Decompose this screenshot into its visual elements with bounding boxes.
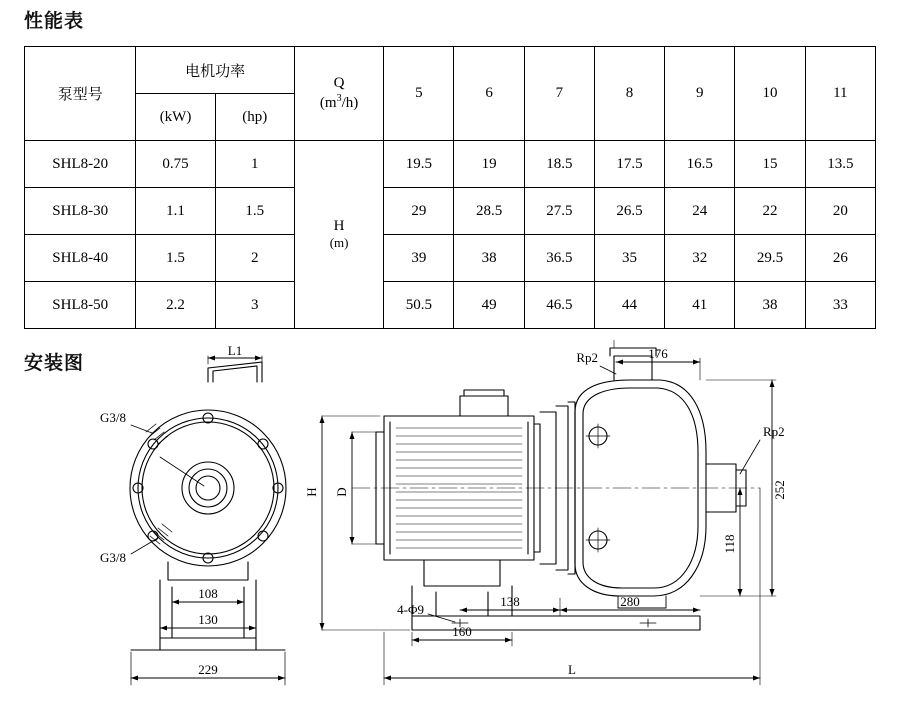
label-g38-top: G3/8 [100, 410, 126, 425]
header-flow-6: 11 [805, 47, 875, 141]
label-dim-h: H [304, 487, 319, 497]
cell-head: 24 [665, 188, 735, 235]
cell-model: SHL8-30 [25, 188, 136, 235]
label-dim-108: 108 [198, 586, 218, 601]
q-unit-pre: (m [319, 94, 337, 111]
installation-drawing [0, 340, 900, 721]
label-dim-138: 138 [500, 594, 520, 609]
cell-hp: 3 [215, 282, 294, 329]
cell-hp: 1.5 [215, 188, 294, 235]
table-row [25, 235, 876, 282]
cell-head: 44 [594, 282, 664, 329]
cell-head: 35 [594, 235, 664, 282]
cell-kw: 1.1 [136, 188, 215, 235]
label-holes: 4-Φ9 [397, 602, 424, 617]
label-dim-252: 252 [772, 480, 787, 500]
label-g38-bottom: G3/8 [100, 550, 126, 565]
header-flow-2: 7 [524, 47, 594, 141]
header-flow-1: 6 [454, 47, 524, 141]
cell-kw: 2.2 [136, 282, 215, 329]
header-flow-5: 10 [735, 47, 805, 141]
cell-head: 19.5 [384, 141, 454, 188]
header-h-unit: (m) [329, 234, 349, 250]
cell-head: 38 [735, 282, 805, 329]
page-title-installation: 安装图 [24, 353, 85, 374]
cell-head: 22 [735, 188, 805, 235]
performance-table [24, 46, 876, 329]
header-hp: (hp) [215, 94, 294, 141]
side-view-group [320, 340, 777, 685]
cell-head: 49 [454, 282, 524, 329]
cell-head: 41 [665, 282, 735, 329]
table-row [25, 141, 876, 188]
cell-model: SHL8-20 [25, 141, 136, 188]
cell-head: 26 [805, 235, 875, 282]
label-rp2-right: Rp2 [763, 424, 785, 439]
front-view-group [130, 356, 286, 686]
cell-model: SHL8-50 [25, 282, 136, 329]
table-row [25, 188, 876, 235]
cell-head: 19 [454, 141, 524, 188]
cell-head: 50.5 [384, 282, 454, 329]
q-unit-sup: 3 [336, 92, 342, 104]
cell-head: 27.5 [524, 188, 594, 235]
q-unit-post: /h) [341, 94, 359, 111]
label-dim-130: 130 [198, 612, 218, 627]
label-dim-160: 160 [452, 624, 472, 639]
label-dim-118: 118 [722, 534, 737, 554]
cell-hp: 1 [215, 141, 294, 188]
header-h-label: H [333, 218, 345, 235]
cell-head: 18.5 [524, 141, 594, 188]
page-title-performance: 性能表 [24, 11, 85, 32]
cell-head: 38 [454, 235, 524, 282]
cell-kw: 0.75 [136, 141, 215, 188]
header-flow-3: 8 [594, 47, 664, 141]
cell-head: 20 [805, 188, 875, 235]
cell-head: 32 [665, 235, 735, 282]
cell-kw: 1.5 [136, 235, 215, 282]
cell-head: 26.5 [594, 188, 664, 235]
label-dim-l: L [568, 662, 576, 677]
header-q-unit [295, 93, 383, 112]
label-l1: L1 [227, 343, 243, 358]
performance-table-grid [24, 46, 876, 329]
header-motor-power: 电机功率 [136, 47, 295, 94]
label-dim-280: 280 [620, 594, 640, 609]
cell-head: 39 [384, 235, 454, 282]
table-header-row-1 [25, 47, 876, 94]
label-dim-176: 176 [648, 346, 668, 361]
label-dim-229: 229 [198, 662, 218, 677]
cell-head: 36.5 [524, 235, 594, 282]
header-head-unit [294, 141, 383, 329]
header-q-label: Q [333, 75, 345, 92]
cell-head: 17.5 [594, 141, 664, 188]
header-flow-unit [294, 47, 383, 141]
cell-head: 13.5 [805, 141, 875, 188]
cell-head: 33 [805, 282, 875, 329]
header-model: 泵型号 [25, 47, 136, 141]
cell-head: 29 [384, 188, 454, 235]
cell-hp: 2 [215, 235, 294, 282]
header-flow-4: 9 [665, 47, 735, 141]
table-row [25, 282, 876, 329]
label-dim-d: D [334, 487, 349, 497]
cell-head: 46.5 [524, 282, 594, 329]
cell-head: 29.5 [735, 235, 805, 282]
cell-head: 15 [735, 141, 805, 188]
cell-head: 28.5 [454, 188, 524, 235]
header-flow-0: 5 [384, 47, 454, 141]
header-kw: (kW) [136, 94, 215, 141]
cell-model: SHL8-40 [25, 235, 136, 282]
cell-head: 16.5 [665, 141, 735, 188]
label-rp2-top: Rp2 [576, 350, 598, 365]
